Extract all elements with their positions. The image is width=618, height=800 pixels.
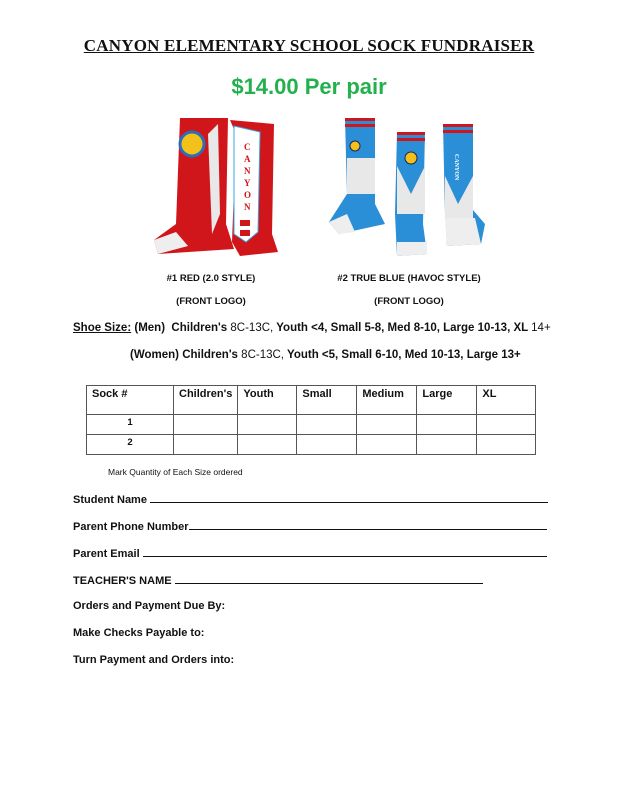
- table-note: Mark Quantity of Each Size ordered: [108, 467, 243, 477]
- header-large: Large: [417, 386, 477, 415]
- sock-number: 2: [87, 435, 174, 455]
- parent-email-field: Parent Email: [73, 546, 547, 560]
- svg-text:CANYON: CANYON: [453, 154, 459, 181]
- qty-cell[interactable]: [357, 435, 417, 455]
- qty-cell[interactable]: [417, 415, 477, 435]
- header-xl: XL: [477, 386, 536, 415]
- price: $14.00 Per pair: [231, 74, 387, 99]
- qty-cell[interactable]: [297, 415, 357, 435]
- header-medium: Medium: [357, 386, 417, 415]
- table-row: [87, 415, 536, 435]
- sock-number: 1: [87, 415, 174, 435]
- student-name-field: Student Name: [73, 492, 548, 506]
- qty-cell[interactable]: [174, 435, 238, 455]
- qty-cell[interactable]: [417, 435, 477, 455]
- qty-cell[interactable]: [174, 415, 238, 435]
- table-row: [87, 435, 536, 455]
- women-sizes: (Women) Children's 8C-13C, Youth <5, Small 6-10, Med 10-13, Large 13+: [130, 349, 521, 361]
- product-2-name: #2 TRUE BLUE (HAVOC STYLE): [337, 273, 481, 284]
- qty-cell[interactable]: [477, 435, 536, 455]
- header-small: Small: [297, 386, 357, 415]
- svg-text:Y: Y: [244, 178, 251, 188]
- turn-in-label: Turn Payment and Orders into:: [73, 654, 235, 666]
- blue-sock-image: [325, 114, 490, 264]
- due-by-label: Orders and Payment Due By:: [73, 600, 226, 612]
- parent-phone-field: Parent Phone Number: [73, 519, 547, 533]
- header-youth: Youth: [238, 386, 297, 415]
- qty-cell[interactable]: [238, 435, 297, 455]
- teacher-name-field: TEACHER'S NAME: [73, 573, 483, 587]
- qty-cell[interactable]: [357, 415, 417, 435]
- header-childrens: Children's: [174, 386, 238, 415]
- svg-text:N: N: [244, 202, 251, 212]
- product-1-logo: (FRONT LOGO): [176, 296, 246, 307]
- qty-cell[interactable]: [477, 415, 536, 435]
- parent-email-input[interactable]: [143, 546, 547, 557]
- men-sizes: Shoe Size: (Men) Children's 8C-13C, Youth <4, Small 5-8, Med 8-10, Large 10-13, XL 14+: [73, 322, 551, 334]
- svg-text:N: N: [244, 166, 251, 176]
- parent-phone-input[interactable]: [189, 519, 547, 530]
- sock-text: C: [244, 142, 251, 152]
- svg-text:O: O: [244, 190, 252, 200]
- qty-cell[interactable]: [238, 415, 297, 435]
- order-table: [86, 385, 536, 455]
- checks-payable-label: Make Checks Payable to:: [73, 627, 205, 639]
- product-2-logo: (FRONT LOGO): [374, 296, 444, 307]
- student-name-input[interactable]: [150, 492, 548, 503]
- qty-cell[interactable]: [297, 435, 357, 455]
- svg-text:A: A: [244, 154, 251, 164]
- product-1-name: #1 RED (2.0 STYLE): [166, 273, 256, 284]
- page-title: CANYON ELEMENTARY SCHOOL SOCK FUNDRAISER: [83, 36, 535, 55]
- table-header-row: [87, 386, 536, 415]
- red-sock-image: [148, 114, 278, 264]
- header-sock: Sock #: [87, 386, 174, 415]
- teacher-name-input[interactable]: [175, 573, 483, 584]
